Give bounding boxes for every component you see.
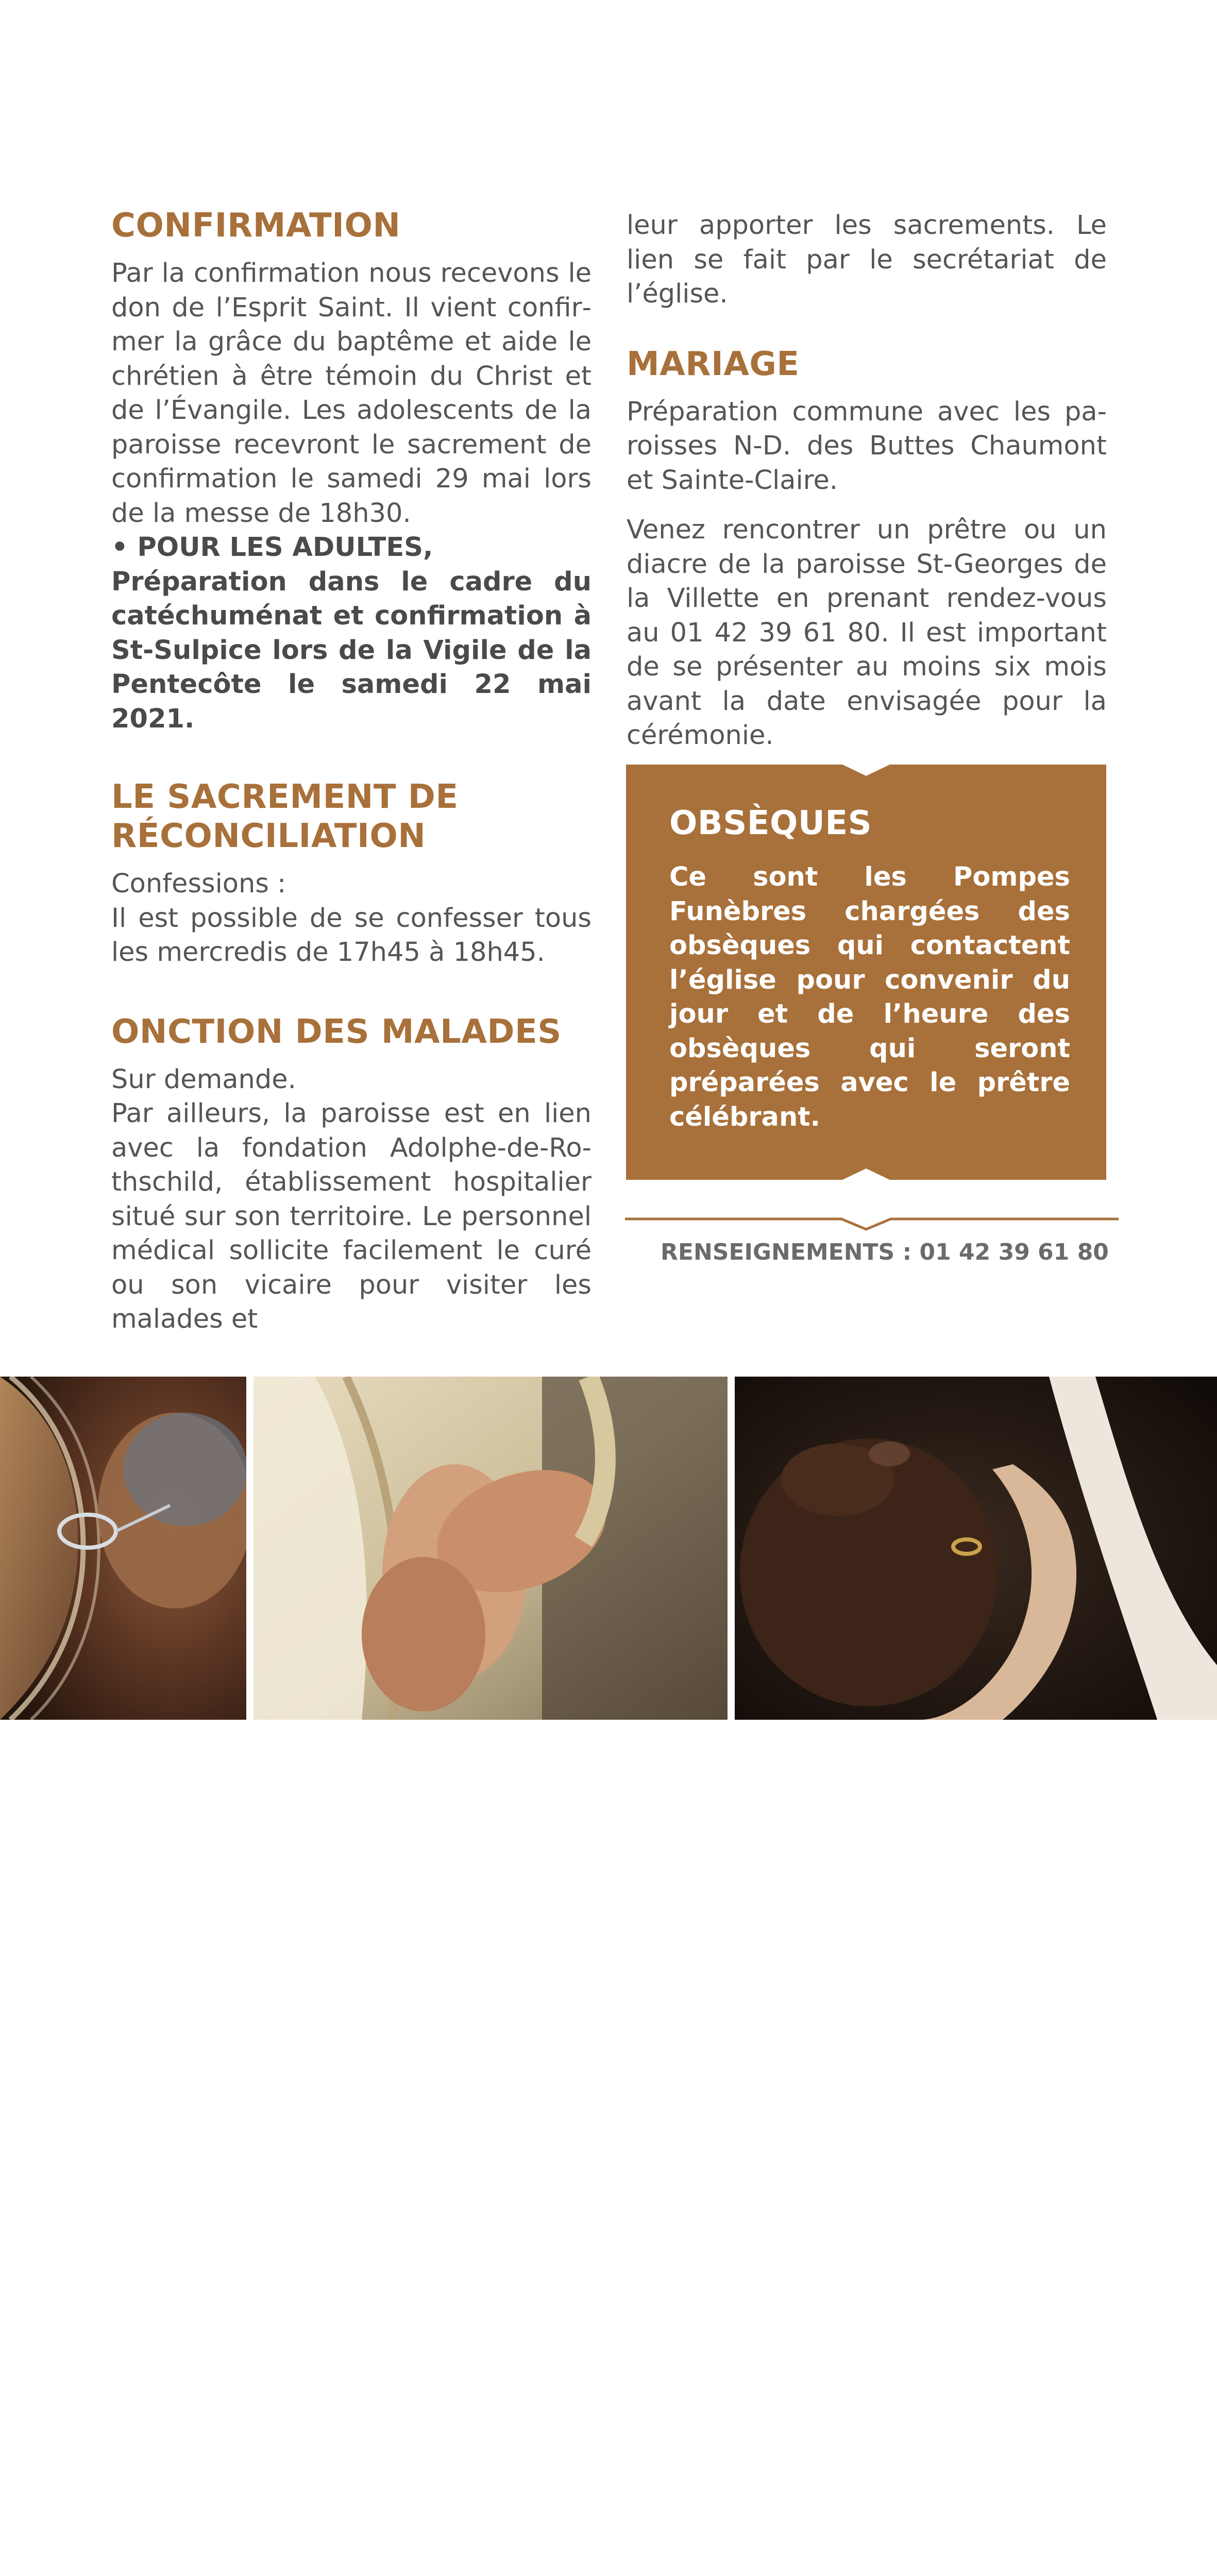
mariage-text-2: Venez rencontrer un prêtre ou un diacre de la paroisse St-Georges de la Villette en prenant rendez-vous au 01 42 39 61 80. Il est important de se présenter au moins six mois avant la date envisagée pour la cérémonie. xyxy=(627,515,1107,751)
confirmation-title: CONFIRMATION xyxy=(111,207,401,245)
confirmation-adults-text: Préparation dans le cadre du catéchuménat et confirmation à St-Sulpice lors de la Vigile de la Pentecôte le samedi 22 mai 2021. xyxy=(111,566,591,734)
renseignements xyxy=(661,1238,1109,1267)
renseignements-label: RENSEIGNEMENTS : xyxy=(661,1239,912,1265)
mariage-text-1: Préparation commune avec les paroisses N-D. des Buttes Chaumont et Sainte-Claire. xyxy=(627,396,1107,496)
obseques-box xyxy=(626,765,1106,1180)
photo-hands-blessing xyxy=(253,1377,728,1720)
left-column xyxy=(111,206,591,1337)
onction-label: Sur demande. xyxy=(111,1064,296,1095)
photo-wedding-hands xyxy=(735,1377,1217,1720)
photo-priest xyxy=(0,1377,246,1720)
mariage-title: MARIAGE xyxy=(627,345,800,383)
reconciliation-text: Il est possible de se confesser tous les mercredis de 17h45 à 18h45. xyxy=(111,903,591,968)
onction-title: ONCTION DES MALADES xyxy=(111,1012,562,1051)
renseignements-divider xyxy=(625,1211,1119,1231)
confirmation-adults-heading: • POUR LES ADULTES, xyxy=(111,532,433,563)
obseques-title: OBSÈQUES xyxy=(669,804,872,842)
confirmation-body: Par la confirmation nous recevons le don de l’Esprit Saint. Il vient confirmer la grâce du baptême et aide le chrétien à être témoin du Christ et de l’Évangile. Les adolescents de la paroisse recevront le sacrement de confirmation le samedi 29 mai lors de la messe de 18h30. xyxy=(111,258,591,529)
obseques-text: Ce sont les Pompes Funèbres chargées des obsèques qui contactent l’église pour convenir du jour et de l’heure des obsèques qui seront préparées avec le prêtre célébrant. xyxy=(669,862,1070,1132)
reconciliation-title: LE SACREMENT DE RÉCONCILIATION xyxy=(111,778,459,855)
onction-continuation: leur apporter les sacrements. Le lien se fait par le secrétariat de l’église. xyxy=(627,210,1107,309)
renseignements-phone: 01 42 39 61 80 xyxy=(919,1239,1109,1265)
reconciliation-label: Confessions : xyxy=(111,869,286,899)
right-column xyxy=(627,209,1107,753)
onction-text: Par ailleurs, la paroisse est en lien avec la fondation Adolphe-de-Rothschild, établissement hospitalier situé sur son territoire. Le personnel médical sollicite facilement le curé ou son vicaire pour visiter les malades et xyxy=(111,1098,591,1334)
photo-strip xyxy=(0,1377,1217,1720)
